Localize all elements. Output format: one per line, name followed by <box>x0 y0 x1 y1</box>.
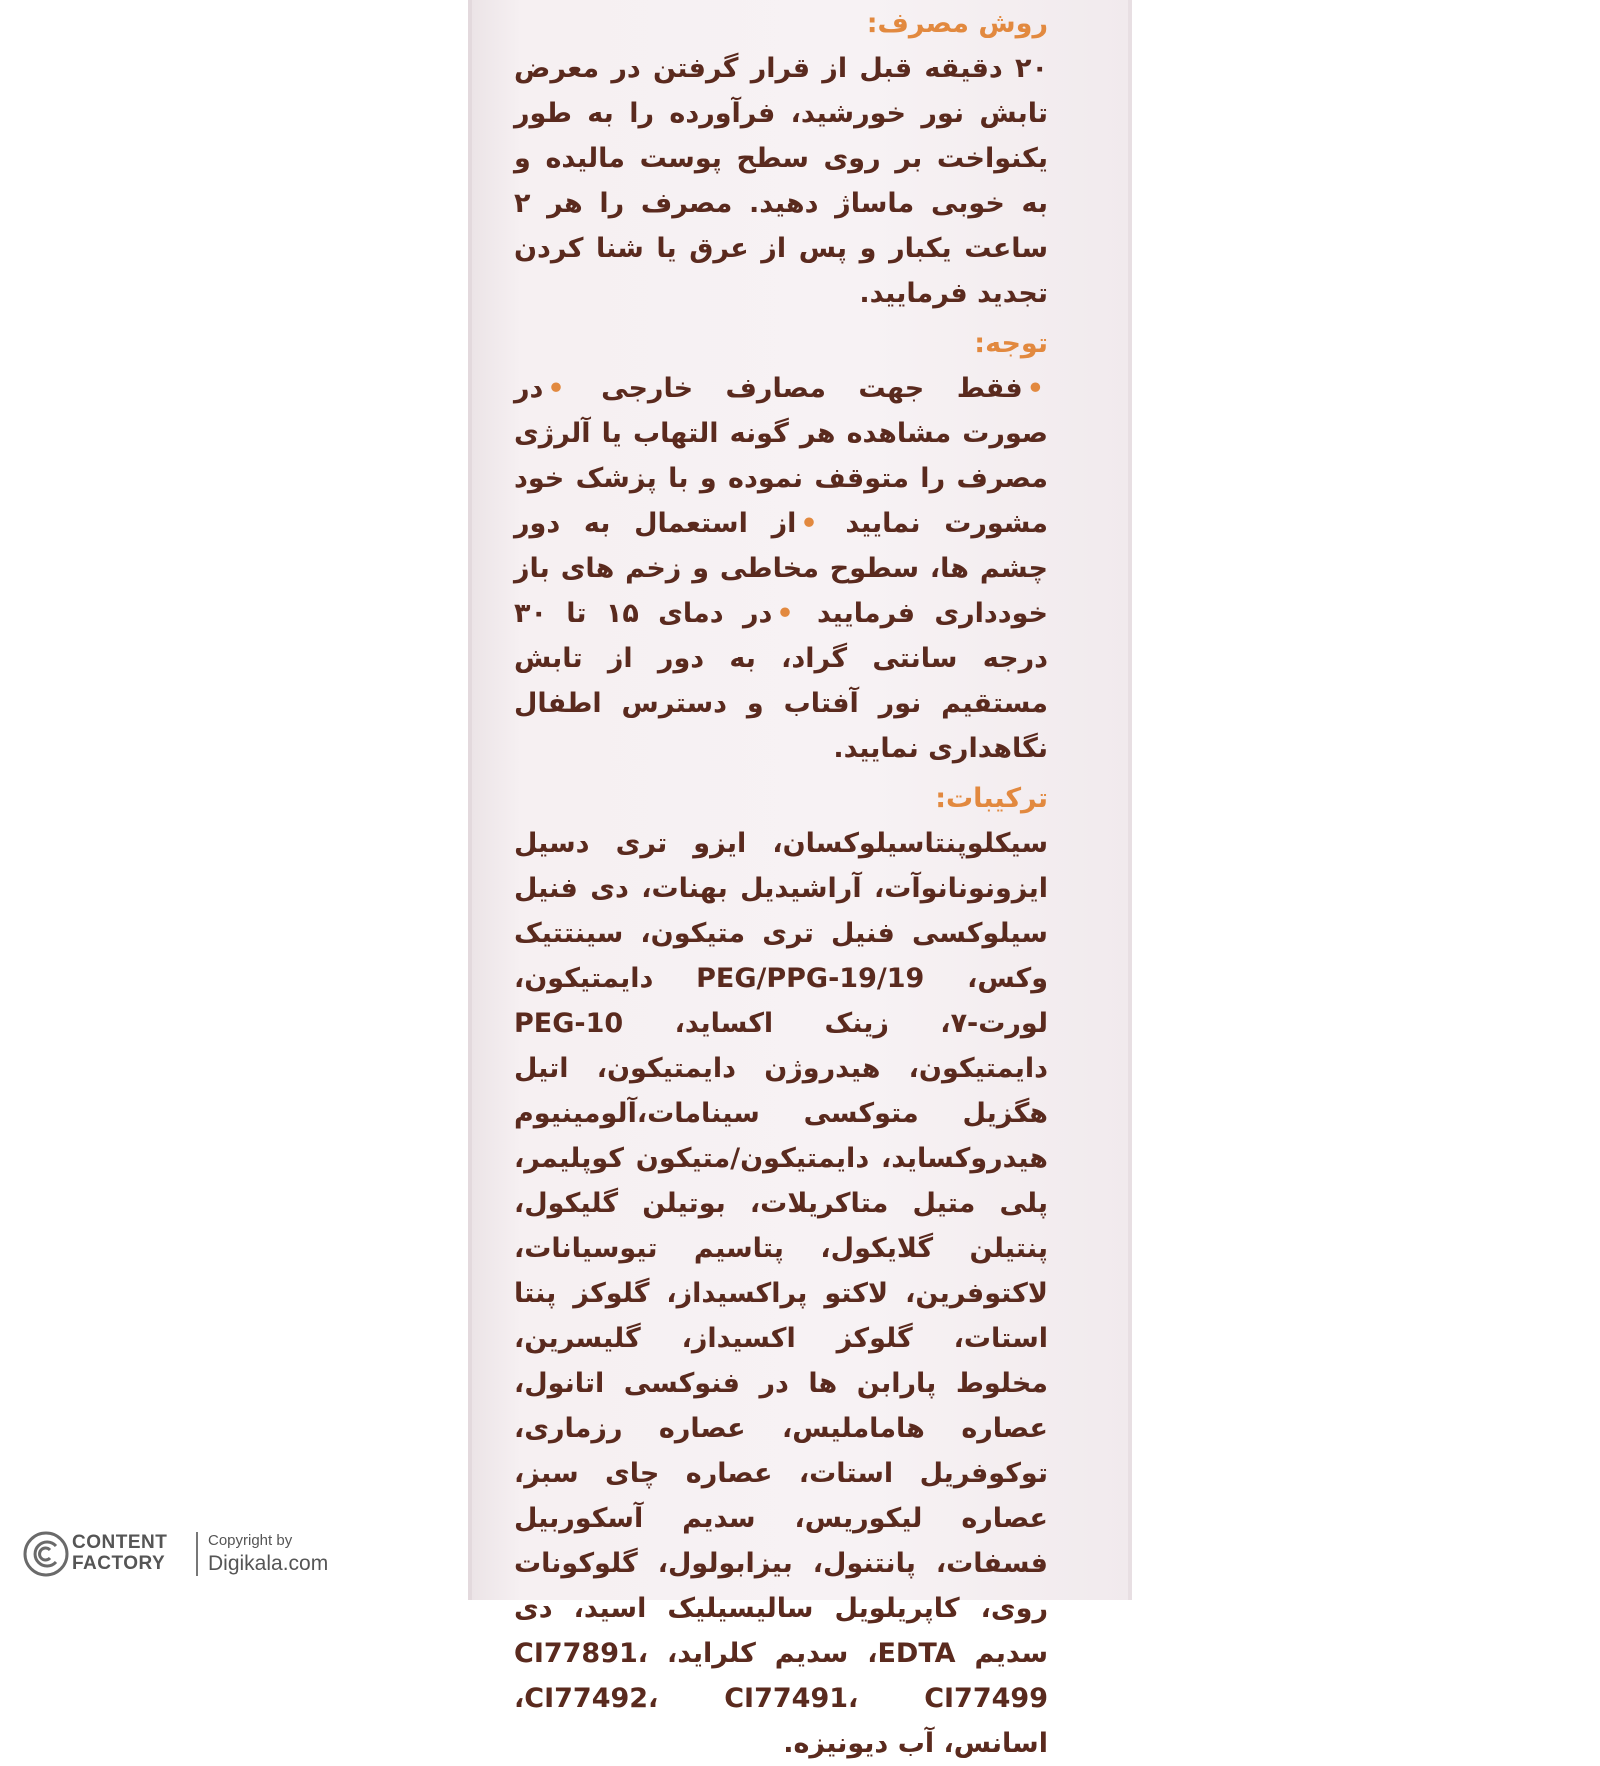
watermark-divider <box>196 1532 198 1576</box>
caution-heading: توجه: <box>974 328 1048 359</box>
usage-text: ۲۰ دقیقه قبل از قرار گرفتن در معرض تابش نور خورشید، فرآورده را به طور یکنواخت بر روی سطح پوست مالیده و به خوبی ماساژ دهید. مصرف را هر ۲ ساعت یکبار و پس از عرق یا شنا کردن تجدید فرمایید. <box>514 53 1048 309</box>
ingredients-text: سیکلوپنتاسیلوکسان، ایزو تری دسیل ایزونونانوآت، آراشیدیل بهنات، دی فنیل سیلوکسی فنیل تری متیکون، سینتتیک وکس، PEG/PPG-19/19 دایمتیکون، لورت-۷، زینک اکساید، PEG-10 دایمتیکون، هیدروژن دایمتیکون، اتیل هگزیل متوکسی سینامات،آلومینیوم هیدروکساید، دایمتیکون/متیکون کوپلیمر، پلی متیل متاکریلات، بوتیلن گلیکول، پنتیلن گلایکول، پتاسیم تیوسیانات، لاکتوفرین، لاکتو پراکسیداز، گلوکز پنتا استات، گلوکز اکسیداز، گلیسرین، مخلوط پارابن ها در فنوکسی اتانول، عصاره هامامليس، عصاره رزماری، توکوفریل استات، عصاره چای سبز، عصاره لیکوریس، سدیم آسکوربیل فسفات، پانتنول، بیزابولول، گلوکونات روی، کاپریلویل سالیسیلیک اسید، دی سدیم EDTA، سدیم کلراید، CI77891، CI77492، CI77491، CI77499، اسانس، آب دیونیزه. <box>514 828 1048 1759</box>
bullet-icon: • <box>1026 373 1045 404</box>
brand-line-1: CONTENT <box>72 1532 168 1553</box>
bullet-icon: • <box>800 508 818 539</box>
bullet-icon: • <box>547 373 565 404</box>
caution-item-storage: در دمای ۱۵ تا ۳۰ درجه سانتی گراد، به دور از تابش مستقیم نور آفتاب و دسترس اطفال نگاهداری نمایید. <box>514 598 1048 764</box>
content-factory-logo-icon <box>22 1530 70 1578</box>
ingredients-heading: ترکیبات: <box>935 783 1048 814</box>
caution-item-external: فقط جهت مصارف خارجی <box>601 373 1023 404</box>
caution-item-allergy: در صورت مشاهده هر گونه التهاب یا آلرژی مصرف را متوقف نموده و با پزشک خود مشورت نمایید <box>514 373 1048 539</box>
box-edge-right <box>1128 0 1132 1600</box>
caution-text <box>514 366 1048 771</box>
content-factory-watermark <box>22 1526 329 1586</box>
usage-heading: روش مصرف: <box>866 8 1048 39</box>
brand-wordmark <box>72 1532 167 1574</box>
brand-line-2: FACTORY <box>72 1553 166 1574</box>
bullet-icon: • <box>776 598 794 629</box>
box-edge-left <box>468 0 472 1600</box>
label-text-column <box>514 0 1048 1766</box>
copyright-label: Copyright by <box>208 1532 293 1549</box>
copyright-site: Digikala.com <box>208 1552 329 1575</box>
caution-item-eyes: از استعمال به دور چشم ها، سطوح مخاطی و زخم های باز خودداری فرمایید <box>514 508 1049 629</box>
